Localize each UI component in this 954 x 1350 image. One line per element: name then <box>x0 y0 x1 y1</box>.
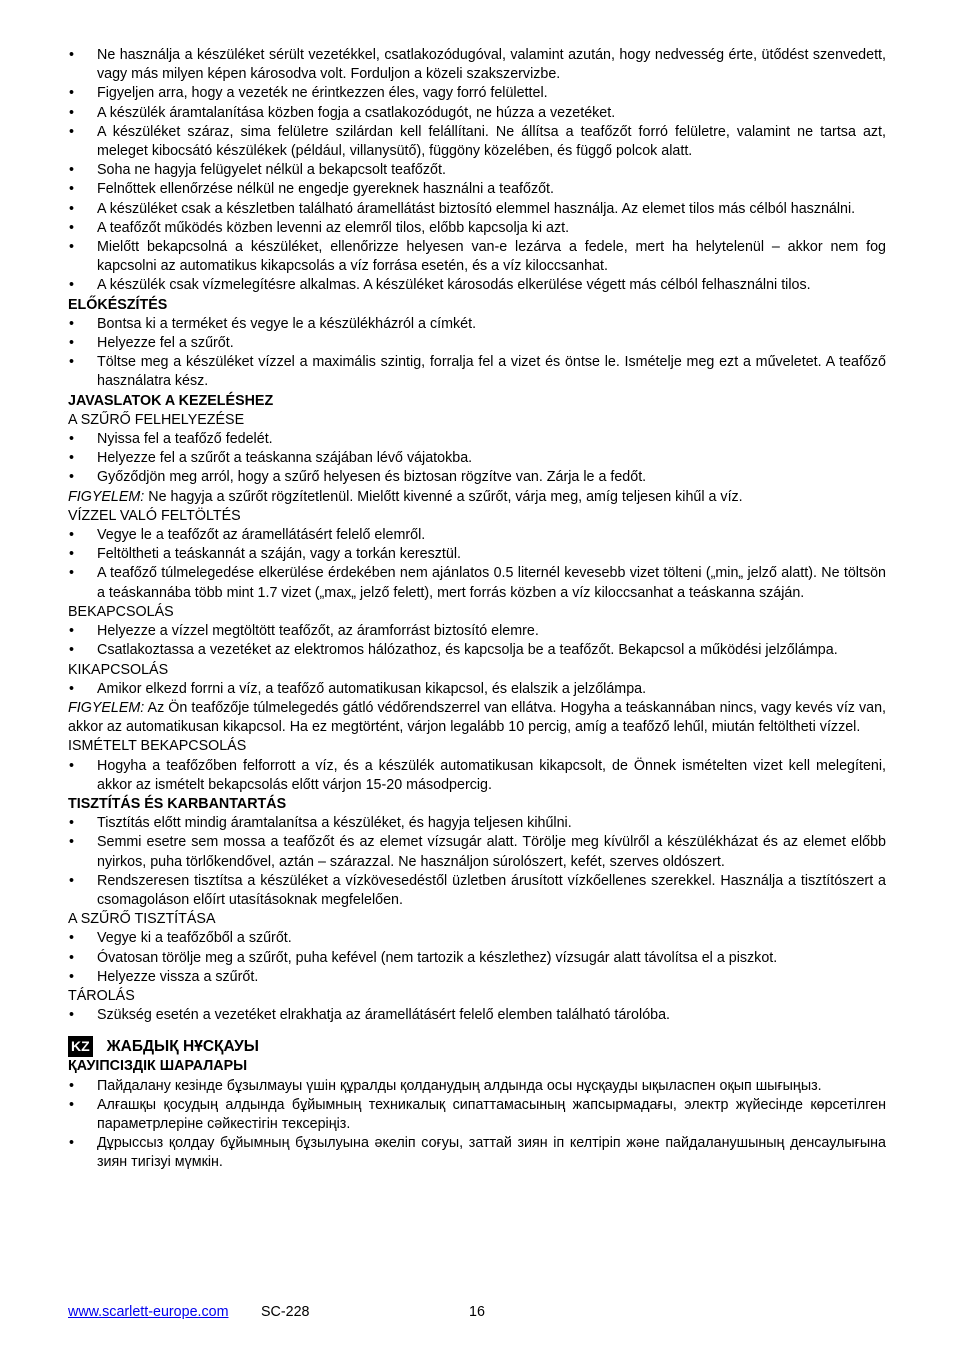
language-badge: KZ <box>68 1036 93 1057</box>
list-item: • Semmi esetre sem mossa a teafőzőt és az elemet vízsugár alatt. Törölje meg kívülről a készülékházat és az elemet előbb nyirkos, puha törlőkendővel, aztán – szárazzal. Ne használjon súrolószert, kefét, szerves oldószert. <box>68 833 886 871</box>
list-item: • Amikor elkezd forrni a víz, a teafőző automatikusan kikapcsol, és elalszik a jelzőlámpa. <box>68 680 886 699</box>
list-item: • Győződjön meg arról, hogy a szűrő helyesen és biztosan rögzítve van. Zárja le a fedőt. <box>68 468 886 487</box>
website-link[interactable]: www.scarlett-europe.com <box>68 1304 229 1320</box>
list-item: • Feltöltheti a teáskannát a száján, vagy a torkán keresztül. <box>68 545 886 564</box>
list-item: • Soha ne hagyja felügyelet nélkül a bekapcsolt teafőzőt. <box>68 161 886 180</box>
filter-cleaning-list <box>68 929 886 987</box>
list-item: • Figyeljen arra, hogy a vezeték ne érintkezzen éles, vagy forró felülettel. <box>68 84 886 103</box>
list-item: • A készüléket csak a készletben található áramellátást biztosító elemmel használja. Az elemet tilos más célból használni. <box>68 200 886 219</box>
note-label: FIGYELEM: <box>68 488 145 505</box>
subheading-filter-cleaning: A SZŰRŐ TISZTÍTÁSA <box>68 911 216 928</box>
kz-safety-list <box>68 1077 886 1173</box>
filling-list <box>68 526 886 603</box>
list-item: • Vegye ki a teafőzőből a szűrőt. <box>68 929 886 948</box>
document-body <box>68 46 886 1173</box>
list-item: • A készüléket száraz, sima felületre szilárdan kell felállítani. Ne állítsa a teafőzőt forró felületre, valamint ne tartsa azt, meleget kibocsátó készülékek (például, villanysütő), függöny közelében, és függő polcok alatt. <box>68 123 886 161</box>
switch-off-list <box>68 680 886 699</box>
note-text: Ne hagyja a szűrőt rögzítetlenül. Mielőtt kivenné a szűrőt, várja meg, amíg teljesen kihűl a víz. <box>144 488 743 505</box>
list-item: • A készülék csak vízmelegítésre alkalmas. A készüléket károsodás elkerülése végett más célból felhasználni tilos. <box>68 276 886 295</box>
list-item: • Дұрыссыз қолдау бұйымның бұзылуына әкеліп соғуы, заттай зиян іп келтіріп және пайдаланушының денсаулығына зиян тигізуі мүмкін. <box>68 1134 886 1172</box>
list-item: • Helyezze vissza a szűrőt. <box>68 968 886 987</box>
list-item: • A teafőző túlmelegedése elkerülése érdekében nem ajánlatos 0.5 liternél kevesebb vizet tölteni („min„ jelző alatt). Ne töltsön a teáskannába több mint 1.7 vizet („max„ jelző felett), mert forrás közben a víz kiloccsanhat a teáskanna száján. <box>68 564 886 602</box>
kz-safety-heading: ҚАУІПСІЗДІК ШАРАЛАРЫ <box>68 1058 248 1075</box>
list-item: • Csatlakoztassa a vezetéket az elektromos hálózathoz, és kapcsolja be a teafőzőt. Bekapcsol a működési jelzőlámpa. <box>68 641 886 660</box>
list-item: • Nyissa fel a teafőző fedelét. <box>68 430 886 449</box>
kz-section-title <box>68 1036 886 1057</box>
list-item: • Helyezze fel a szűrőt. <box>68 334 886 353</box>
note-label: FIGYELEM: <box>68 699 145 716</box>
cleaning-list <box>68 814 886 910</box>
section-heading-usage-tips: JAVASLATOK A KEZELÉSHEZ <box>68 392 274 409</box>
subheading-repeat-on: ISMÉTELT BEKAPCSOLÁS <box>68 738 247 755</box>
subheading-filter-install: A SZŰRŐ FELHELYEZÉSE <box>68 411 245 428</box>
subheading-filling: VÍZZEL VALÓ FELTÖLTÉS <box>68 507 241 524</box>
note-text: Az Ön teafőzője túlmelegedés gátló védőrendszerrel van ellátva. Hogyha a teáskannában nincs, vagy kevés víz van, akkor az automatikusan kikapcsol. Ha ez megtörtént, várjon legalább 10 percig, amíg a teafőző lehűl, miután feltöltheti vízzel. <box>68 699 886 736</box>
list-item: • Tisztítás előtt mindig áramtalanítsa a készüléket, és hagyja teljesen kihűlni. <box>68 814 886 833</box>
page-footer <box>68 1303 886 1322</box>
list-item: • Helyezze a vízzel megtöltött teafőzőt, az áramforrást biztosító elemre. <box>68 622 886 641</box>
filter-note <box>68 488 886 507</box>
subheading-switch-on: BEKAPCSOLÁS <box>68 603 174 620</box>
page-number: 16 <box>469 1304 485 1320</box>
list-item: • A készülék áramtalanítása közben fogja a csatlakozódugót, ne húzza a vezetéket. <box>68 104 886 123</box>
list-item: • Óvatosan törölje meg a szűrőt, puha kefével (nem tartozik a készlethez) vízsugár alatt távolítsa el a piszkot. <box>68 949 886 968</box>
section-heading-cleaning: TISZTÍTÁS ÉS KARBANTARTÁS <box>68 795 287 812</box>
list-item: • Алғашқы қосудың алдында бұйымның техникалық сипаттамасының жапсырмадағы, электр жүйесінде көрсетілген параметрлеріне сәйкестігін тексеріңіз. <box>68 1096 886 1134</box>
switch-on-list <box>68 622 886 660</box>
list-item: • A teafőzőt működés közben levenni az elemről tilos, előbb kapcsolja ki azt. <box>68 219 886 238</box>
list-item: • Mielőtt bekapcsolná a készüléket, ellenőrizze helyesen van-e lezárva a fedele, mert ha helytelenül – akkor nem fog kapcsolni az automatikus kikapcsolás a víz forrása esetén, és a víz kiloccsanhat. <box>68 238 886 276</box>
section-heading-preparation: ELŐKÉSZÍTÉS <box>68 296 168 313</box>
list-item: • Töltse meg a készüléket vízzel a maximális szintig, forralja fel a vizet és öntse le. Ismételje meg ezt a műveletet. A teafőző használatra kész. <box>68 353 886 391</box>
list-item: • Vegye le a teafőzőt az áramellátásért felelő elemről. <box>68 526 886 545</box>
list-item: • Hogyha a teafőzőben felforrott a víz, és a készülék automatikusan kikapcsolt, de Önnek ismételten vizet kell melegíteni, akkor az ismételt bekapcsolás előtt várjon 15-20 másodpercig. <box>68 757 886 795</box>
filter-install-list <box>68 430 886 488</box>
preparation-list <box>68 315 886 392</box>
safety-list-hu <box>68 46 886 296</box>
subheading-storage: TÁROLÁS <box>68 987 135 1004</box>
kz-title-text: ЖАБДЫҚ НҰСҚАУЫ <box>106 1038 259 1056</box>
list-item: • Ne használja a készüléket sérült vezetékkel, csatlakozódugóval, valamint azután, hogy nedvesség érte, ütődést szenvedett, vagy más milyen képen károsodva volt. Forduljon a közeli szakszervizbe. <box>68 46 886 84</box>
subheading-switch-off: KIKAPCSOLÁS <box>68 661 169 678</box>
list-item: • Пайдалану кезінде бұзылмауы үшін құралды қолданудың алдында осы нұсқауды ықыласпен оқып шығыңыз. <box>68 1077 886 1096</box>
list-item: • Felnőttek ellenőrzése nélkül ne engedje gyereknek használni a teafőzőt. <box>68 180 886 199</box>
repeat-on-list <box>68 757 886 795</box>
storage-list <box>68 1006 886 1025</box>
overheat-note <box>68 699 886 737</box>
list-item: • Rendszeresen tisztítsa a készüléket a vízkövesedéstől üzletben árusított vízkőellenes szerekkel. Használja a tisztítószert a csomagoláson előírt utasításoknak megfelelően. <box>68 872 886 910</box>
list-item: • Bontsa ki a terméket és vegye le a készülékházról a címkét. <box>68 315 886 334</box>
list-item: • Helyezze fel a szűrőt a teáskanna szájában lévő vájatokba. <box>68 449 886 468</box>
model-number: SC-228 <box>261 1304 310 1320</box>
list-item: • Szükség esetén a vezetéket elrakhatja az áramellátásért felelő elemben található tárolóba. <box>68 1006 886 1025</box>
